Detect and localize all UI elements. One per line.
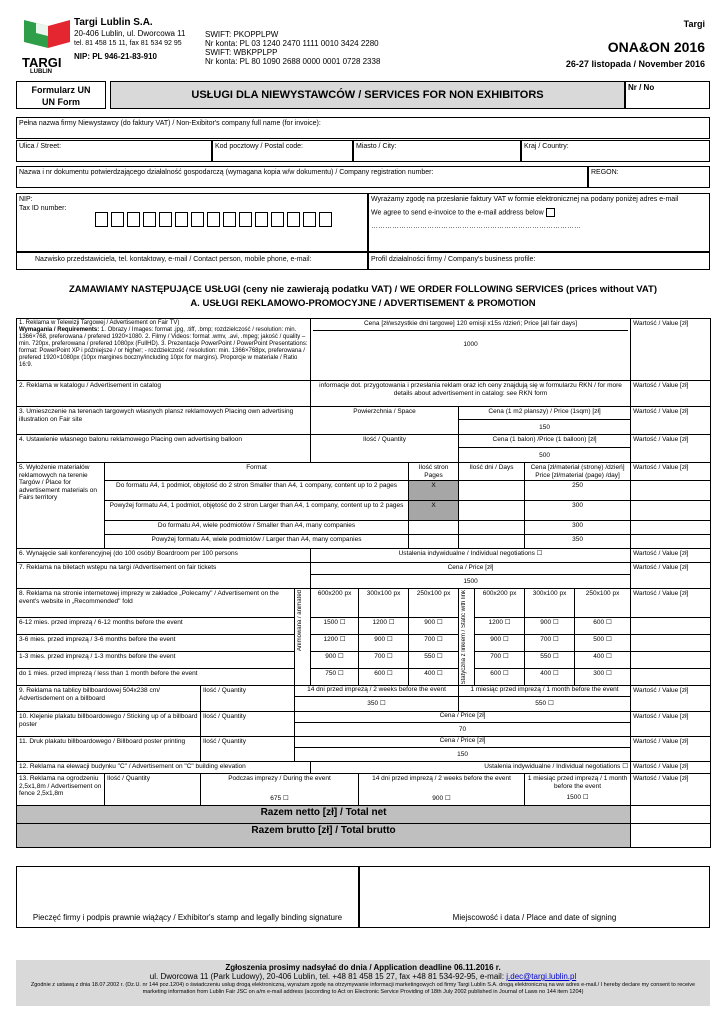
value-label: Wartość / Value [zł] xyxy=(633,738,689,746)
contact-label: Nazwisko przedstawiciela, tel. kontaktowy, e-mail / Contact person, mobile phone, e-mail: xyxy=(35,256,312,263)
fair-name: ONA&ON 2016 xyxy=(607,39,705,55)
footer-email-link[interactable]: j.dec@targi.lublin.pl xyxy=(506,972,577,981)
service-5-desc: 5. Wyłożenie materiałów reklamowych na terenie Targów / Place for advertisement materials on Fairs territory xyxy=(17,463,105,549)
service-13-option-0-price: 675 ☐ xyxy=(270,794,289,802)
service-8-period-4-s1[interactable]: 600 ☐ xyxy=(475,669,525,686)
service-6-desc: 6. Wynajęcie sali konferencyjnej (do 100 osób)/ Boardroom per 100 persons xyxy=(17,549,311,563)
stamp-signature-label: Pieczęć firmy i podpis prawnie wiążący / Exhibitor's stamp and legally binding signature xyxy=(32,913,343,922)
service-10-value[interactable] xyxy=(631,712,711,737)
profile-field[interactable] xyxy=(368,252,710,270)
service-11-desc: 11. Druk plakatu billboardowego / Billboard poster printing xyxy=(17,737,201,762)
service-3-desc: 3. Umieszczenie na terenach targowych własnych plansz reklamowych Placing own advertising illustration on Fair site xyxy=(17,407,311,435)
swift-2: SWIFT: WBKPPLPP xyxy=(205,48,278,57)
service-5-value[interactable] xyxy=(631,463,711,481)
service-5-option-3 xyxy=(17,521,711,535)
nip-label: NIP: xyxy=(19,196,33,203)
contact-field[interactable] xyxy=(16,252,368,270)
service-3-price xyxy=(459,407,631,435)
service-1-price xyxy=(311,319,631,381)
service-5-option-1-pages: X xyxy=(409,481,459,501)
service-5-option-3-price: 300 xyxy=(525,521,631,535)
service-8-period-2-s1[interactable]: 900 ☐ xyxy=(475,635,525,652)
value-label: Wartość / Value [zł] xyxy=(633,590,689,597)
service-8-period-1-s1[interactable]: 1200 ☐ xyxy=(475,617,525,634)
service-1-req-label: Wymagania / Requirements: xyxy=(19,327,100,333)
service-11-price xyxy=(295,737,631,762)
service-8-period-4-a2[interactable]: 600 ☐ xyxy=(359,669,409,686)
service-5-option-2-days[interactable] xyxy=(459,501,525,521)
service-8-period-4-s2[interactable]: 400 ☐ xyxy=(525,669,575,686)
service-8-period-4-value[interactable] xyxy=(631,669,711,686)
service-row-6 xyxy=(17,549,711,563)
form-label-en: UN Form xyxy=(42,97,80,107)
service-5-option-1-label: Do formatu A4, 1 podmiot, objętość do 2 stron Smaller than A4, 1 company, content up to 2 pages xyxy=(105,481,409,501)
service-13-qty[interactable]: Ilość / Quantity xyxy=(105,774,201,806)
service-13-desc: 13. Reklama na ogrodzeniu 2,5x1,8m / Advertisement on fence 2,5x1,8m xyxy=(17,774,105,806)
footer-deadline: Zgłoszenia prosimy nadsyłać do dnia / Application deadline 06.11.2016 r. xyxy=(225,963,501,972)
value-label: Wartość / Value [zł] xyxy=(633,464,689,471)
email-dotted-line[interactable]: ……………………………………………………………………………… xyxy=(371,223,581,231)
service-8-period-4-label: do 1 mies. przed imprezą / less than 1 month before the event xyxy=(17,669,295,686)
service-8-size-a1: 600x200 px xyxy=(311,589,359,618)
total-gross-label: Razem brutto [zł] / Total brutto xyxy=(17,824,631,848)
service-row-13 xyxy=(17,774,711,806)
consent-text: Wyrażamy zgodę na przesłanie faktury VAT w formie elektronicznej na podany poniżej adres e-mail xyxy=(371,196,679,203)
place-date-label: Miejscowość i data / Place and date of signing xyxy=(452,913,617,922)
regon-label: REGON: xyxy=(591,169,619,176)
service-4-price-value: 500 xyxy=(539,451,550,459)
value-label: Wartość / Value [zł] xyxy=(633,775,689,783)
service-10-desc: 10. Klejenie plakatu billboardowego / Sticking up of a billboard poster xyxy=(17,712,201,737)
service-12-desc: 12. Reklama na elewacji budynku "C" / Advertisement on "C" building elevation xyxy=(17,762,311,774)
swift-1: SWIFT: PKOPPLPW xyxy=(205,30,279,39)
service-row-11 xyxy=(17,737,711,762)
service-5-format-header: Format xyxy=(105,463,409,481)
service-4-desc: 4. Ustawienie własnego balonu reklamowego Placing own advertising balloon xyxy=(17,435,311,463)
service-11-price-label: Cena / Price [zł] xyxy=(295,737,630,748)
service-11-qty[interactable]: Ilość / Quantity xyxy=(201,737,295,762)
service-5-days-header: Ilość dni / Days xyxy=(459,463,525,481)
company-block xyxy=(74,17,214,63)
service-4-value[interactable] xyxy=(631,435,711,463)
service-1-price-label: Cena [zł/wszystkie dni targowe] 120 emisji x15s /dzień; Price [all fair days] xyxy=(313,320,628,331)
service-2-desc: 2. Reklama w katalogu / Advertisement in catalog xyxy=(17,381,311,407)
service-1-price-value: 1000 xyxy=(463,340,478,348)
service-8-period-3-a2[interactable]: 700 ☐ xyxy=(359,652,409,669)
nip-boxes[interactable] xyxy=(95,212,335,230)
service-5-option-4-label: Powyżej formatu A4, wiele podmiotów / Larger than A4, many companies xyxy=(105,535,409,549)
service-9-option-2-price: 550 ☐ xyxy=(535,699,554,707)
value-label: Wartość / Value [zł] xyxy=(633,408,689,415)
service-2-info: informacje dot. przygotowania i przesłania reklam oraz ich ceny znajdują się w formularzu RKN / for more details about advertisement in catalog: see RKN form xyxy=(311,381,631,407)
city-field[interactable] xyxy=(353,140,521,162)
service-4-price-label: Cena (1 balon) /Price (1 balloon) [zł] xyxy=(459,436,630,448)
service-1-title: 1. Reklama w Telewizji Targowej / Advertisement on Fair TV) xyxy=(19,320,180,326)
service-2-value[interactable] xyxy=(631,381,711,407)
service-8-period-2-s3[interactable]: 500 ☐ xyxy=(575,635,631,652)
service-4-price xyxy=(459,435,631,463)
street-field[interactable] xyxy=(16,140,212,162)
service-row-9 xyxy=(17,686,711,712)
form-number-box[interactable] xyxy=(625,81,710,109)
service-8-period-3-s3[interactable]: 400 ☐ xyxy=(575,652,631,669)
consent-text-en: We agree to send e-invoice to the e-mail address below xyxy=(371,209,544,217)
service-13-option-2-price: 1500 ☐ xyxy=(566,794,589,802)
city-label: Miasto / City: xyxy=(356,143,397,150)
service-8-period-1-value[interactable] xyxy=(631,617,711,634)
service-8-period-3 xyxy=(17,652,711,669)
service-row-8 xyxy=(17,589,711,618)
profile-label: Profil działalności firmy / Company's business profile: xyxy=(371,256,536,263)
service-8-size-a2: 300x100 px xyxy=(359,589,409,618)
service-8-static xyxy=(459,589,475,686)
service-7-value[interactable] xyxy=(631,563,711,589)
service-8-size-s1: 600x200 px xyxy=(475,589,525,618)
logo-flag-icon xyxy=(22,18,72,52)
service-8-period-1-s2[interactable]: 900 ☐ xyxy=(525,617,575,634)
value-label: Wartość / Value [zł] xyxy=(633,436,689,443)
service-1-req: 1. Obrazy / Images: format .jpg, .tiff, .bmp; rozdzielczość / resolution: min. 1366×768, preferowana / prefered 1920×1080. 2. Filmy / Videos: format .wmv, .avi, .mpeg; jakość / quality – min. 720px, preferowana / prefered 1080px (FullHD). 3. Prezentacje PowerPoint / PowerPoint Presentations: format: PowerPoint XP i późniejsze / or higher; - rozdzielczość / resolution: min. 1366×768px, preferowana / prefered 1920×1080px (10px margines boczny/including 10px for margins). Proporcje w materiale / Ratio 16:9. xyxy=(19,327,308,368)
service-8-period-4-s3[interactable]: 300 ☐ xyxy=(575,669,631,686)
service-5-option-2-price: 300 xyxy=(525,501,631,521)
service-5-option-1-value[interactable] xyxy=(631,481,711,501)
service-8-period-2-label: 3-6 mies. przed imprezą / 3-6 months before the event xyxy=(17,635,295,652)
service-8-size-a3: 250x100 px xyxy=(409,589,459,618)
service-3-price-label: Cena (1 m2 planszy) / Price (1sqm) [zł] xyxy=(459,408,630,420)
service-8-animated xyxy=(295,589,311,686)
value-label: Wartość / Value [zł] xyxy=(633,713,689,721)
service-8-period-3-s2[interactable]: 550 ☐ xyxy=(525,652,575,669)
value-label: Wartość / Value [zł] xyxy=(633,320,689,327)
consent-checkbox[interactable] xyxy=(546,208,555,217)
service-7-price xyxy=(311,563,631,589)
regon-field[interactable] xyxy=(588,166,710,188)
service-5-option-2-label: Powyżej formatu A4, 1 podmiot, objętość do 2 stron Larger than A4, 1 company, content up to 2 pages xyxy=(105,501,409,521)
service-1-desc xyxy=(17,319,311,381)
service-10-price xyxy=(295,712,631,737)
registration-label: Nazwa i nr dokumentu potwierdzającego działalność gospodarczą (wymagana kopia w/w dokumentu) / Company registration number: xyxy=(19,169,434,176)
service-7-price-label: Cena / Price [zł] xyxy=(311,564,630,575)
service-9-option-2[interactable] xyxy=(459,686,631,712)
service-9-option-1-price: 350 ☐ xyxy=(367,699,386,707)
service-8-period-2 xyxy=(17,635,711,652)
service-5-option-4-days[interactable] xyxy=(459,535,525,549)
service-5-option-3-days[interactable] xyxy=(459,521,525,535)
service-5-option-4-price: 350 xyxy=(525,535,631,549)
services-table xyxy=(16,318,711,848)
service-12-price[interactable]: Ustalenia indywidualne / Individual negotiations ☐ xyxy=(311,762,631,774)
street-label: Ulica / Street: xyxy=(19,143,62,150)
service-8-period-2-a2[interactable]: 900 ☐ xyxy=(359,635,409,652)
service-8-period-3-s1[interactable]: 700 ☐ xyxy=(475,652,525,669)
service-5-option-3-pages[interactable] xyxy=(409,521,459,535)
service-5-option-3-label: Do formatu A4, wiele podmiotów / Smaller than A4, many companies xyxy=(105,521,409,535)
service-row-4 xyxy=(17,435,711,463)
service-11-price-value: 150 xyxy=(457,750,468,758)
service-9-option-2-label: 1 miesiąc przed imprezą / 1 month before the event xyxy=(459,686,630,697)
postal-field[interactable] xyxy=(212,140,353,162)
company-phone: tel. 81 458 15 11, fax 81 534 92 95 xyxy=(74,40,182,47)
service-13-value[interactable] xyxy=(631,774,711,806)
service-5-option-1-days[interactable] xyxy=(459,481,525,501)
service-9-value[interactable] xyxy=(631,686,711,712)
service-8-desc: 8. Reklama na stronie internetowej imprezy w zakładce „Polecamy" / Advertisement on the event's website in „Recommended" fold xyxy=(17,589,295,618)
service-5-pages-header: Ilość stron Pages xyxy=(409,463,459,481)
service-11-value[interactable] xyxy=(631,737,711,762)
service-8-size-s2: 300x100 px xyxy=(525,589,575,618)
service-3-price-value: 150 xyxy=(539,423,550,431)
service-8-period-2-s2[interactable]: 700 ☐ xyxy=(525,635,575,652)
service-5-option-1-price: 250 xyxy=(525,481,631,501)
service-8-period-3-a1[interactable]: 900 ☐ xyxy=(311,652,359,669)
service-8-period-1-a3[interactable]: 900 ☐ xyxy=(409,617,459,634)
service-13-option-0[interactable] xyxy=(201,774,359,806)
footer-address: ul. Dworcowa 11 (Park Ludowy), 20-406 Lublin, tel. +48 81 458 15 27, fax +48 81 534-92-95, e-mail: xyxy=(149,972,507,981)
total-net-value[interactable] xyxy=(631,806,711,824)
service-9-option-1-label: 14 dni przed imprezą / 2 weeks before the event xyxy=(295,686,458,697)
service-9-desc: 9. Reklama na tablicy billboardowej 504x238 cm/ Advertisdement on a billboard xyxy=(17,686,201,712)
order-subheading: A. USŁUGI REKLAMOWO-PROMOCYJNE / ADVERTISEMENT & PROMOTION xyxy=(190,298,536,309)
company-name-field[interactable] xyxy=(16,117,710,139)
service-1-value[interactable] xyxy=(631,319,711,381)
service-5-option-4 xyxy=(17,535,711,549)
company-name-label: Pełna nazwa firmy Niewystawcy (do faktury VAT) / Non-Exibitor's company full name (for invoice): xyxy=(19,120,321,127)
logo-text: TARGI xyxy=(22,55,62,70)
service-5-option-3-value[interactable] xyxy=(631,521,711,535)
order-heading: ZAMAWIAMY NASTĘPUJĄCE USŁUGI (ceny nie zawierają podatku VAT) / WE ORDER FOLLOWING SERVICES (prices without VAT) xyxy=(69,284,657,295)
service-13-option-1[interactable] xyxy=(359,774,525,806)
service-8-period-1-a2[interactable]: 1200 ☐ xyxy=(359,617,409,634)
einvoice-consent[interactable] xyxy=(368,193,710,252)
footer xyxy=(16,960,710,1006)
service-row-12 xyxy=(17,762,711,774)
total-gross-value[interactable] xyxy=(631,824,711,848)
account-2: Nr konta: PL 80 1090 2688 0000 0001 0728 2338 xyxy=(205,57,381,66)
service-8-period-4-a3[interactable]: 400 ☐ xyxy=(409,669,459,686)
value-label: Wartość / Value [zł] xyxy=(633,763,689,771)
logo-subtext: LUBLIN xyxy=(30,69,52,75)
value-label: Wartość / Value [zł] xyxy=(633,550,689,557)
service-8-period-2-value[interactable] xyxy=(631,635,711,652)
service-8-period-3-a3[interactable]: 550 ☐ xyxy=(409,652,459,669)
service-8-period-2-a3[interactable]: 700 ☐ xyxy=(409,635,459,652)
service-8-animated-label: Animowana / animated xyxy=(297,590,303,652)
service-4-qty[interactable]: Ilość / Quantity xyxy=(311,435,459,463)
fair-label: Targi xyxy=(683,19,705,29)
service-row-10 xyxy=(17,712,711,737)
logo xyxy=(22,18,72,75)
bank-block xyxy=(205,30,425,66)
service-8-period-1 xyxy=(17,617,711,634)
service-10-price-value: 70 xyxy=(458,725,467,733)
service-8-period-1-s3[interactable]: 600 ☐ xyxy=(575,617,631,634)
service-8-period-1-label: 6-12 mies. przed imprezą / 6-12 months before the event xyxy=(17,617,295,634)
value-label: Wartość / Value [zł] xyxy=(633,687,689,695)
form-label-box xyxy=(16,81,106,109)
service-5-option-2-value[interactable] xyxy=(631,501,711,521)
service-8-value[interactable] xyxy=(631,589,711,618)
service-row-7 xyxy=(17,563,711,589)
service-12-value[interactable] xyxy=(631,762,711,774)
service-8-period-3-label: 1-3 mies. przed imprezą / 1-3 months before the event xyxy=(17,652,295,669)
company-nip: NIP: PL 946-21-83-910 xyxy=(74,52,158,61)
total-net-label: Razem netto [zł] / Total net xyxy=(17,806,631,824)
company-address: 20-406 Lublin, ul. Dworcowa 11 xyxy=(74,29,186,38)
service-3-value[interactable] xyxy=(631,407,711,435)
service-8-size-s3: 250x100 px xyxy=(575,589,631,618)
tax-id-label: Tax ID number: xyxy=(19,205,67,212)
value-label: Wartość / Value [zł] xyxy=(633,382,689,389)
service-row-1 xyxy=(17,319,711,381)
service-13-option-0-label: Podczas imprezy / During the event xyxy=(228,775,331,783)
service-7-price-value: 1500 xyxy=(463,577,478,585)
total-net-row xyxy=(17,806,711,824)
service-13-option-1-label: 14 dni przed imprezą / 2 weeks before the event xyxy=(372,775,511,783)
service-5-option-2 xyxy=(17,501,711,521)
service-8-period-2-a1[interactable]: 1200 ☐ xyxy=(311,635,359,652)
service-13-option-1-price: 900 ☐ xyxy=(432,794,451,802)
service-5-option-2-pages: X xyxy=(409,501,459,521)
service-row-5 xyxy=(17,463,711,481)
service-8-period-1-a1[interactable]: 1500 ☐ xyxy=(311,617,359,634)
service-5-option-4-pages[interactable] xyxy=(409,535,459,549)
fair-date: 26-27 listopada / November 2016 xyxy=(565,59,705,69)
form-number-label: Nr / No xyxy=(628,83,655,92)
registration-field[interactable] xyxy=(16,166,588,188)
postal-label: Kod pocztowy / Postal code: xyxy=(215,143,303,150)
service-13-option-2[interactable] xyxy=(525,774,631,806)
total-gross-row xyxy=(17,824,711,848)
service-9-qty[interactable]: Ilość / Quantity xyxy=(201,686,295,712)
service-3-space[interactable]: Powierzchnia / Space xyxy=(311,407,459,435)
service-8-static-label: Statyczna z linkiem / Static with link xyxy=(461,590,468,685)
company-name: Targi Lublin S.A. xyxy=(74,17,153,28)
service-10-price-label: Cena / Price [zł] xyxy=(295,712,630,723)
country-label: Kraj / Country: xyxy=(524,143,569,150)
service-8-period-4-a1[interactable]: 750 ☐ xyxy=(311,669,359,686)
service-6-value[interactable] xyxy=(631,549,711,563)
form-title-text: USŁUGI DLA NIEWYSTAWCÓW / SERVICES FOR NON EXHIBITORS xyxy=(191,89,544,101)
service-row-3 xyxy=(17,407,711,435)
form-label-pl: Formularz UN xyxy=(31,85,91,95)
service-row-2 xyxy=(17,381,711,407)
service-6-price[interactable]: Ustalenia indywidualne / Individual negotiations ☐ xyxy=(311,549,631,563)
fair-block xyxy=(505,19,705,69)
service-9-option-1[interactable] xyxy=(295,686,459,712)
service-10-qty[interactable]: Ilość / Quantity xyxy=(201,712,295,737)
account-1: Nr konta: PL 03 1240 2470 1111 0010 3424 2280 xyxy=(205,39,379,48)
service-7-desc: 7. Reklama na biletach wstępu na targi /Advertisement on fair tickets xyxy=(17,563,311,589)
value-label: Wartość / Value [zł] xyxy=(633,564,689,571)
service-5-option-1 xyxy=(17,481,711,501)
service-8-period-4 xyxy=(17,669,711,686)
form-title xyxy=(110,81,625,109)
nip-field[interactable] xyxy=(16,193,368,252)
service-8-period-3-value[interactable] xyxy=(631,652,711,669)
service-13-option-2-label: 1 miesiąc przed imprezą / 1 month before the event xyxy=(527,775,628,790)
country-field[interactable] xyxy=(521,140,710,162)
service-5-price-header: Cena [zł/materiał (stronę) /dzień] Price [zł/material (page) /day] xyxy=(525,463,631,481)
service-5-option-4-value[interactable] xyxy=(631,535,711,549)
footer-legal: Zgodnie z ustawą z dnia 18.07.2002 r. (Dz.U. nr 144 poz.1204) o świadczeniu usług drogą elektroniczną, wyrażam zgodę na otrzymywanie informacji marketingowych od firmy Targi Lublin S.A. drogą elektroniczną na ww adres e-mail./ I hereby declare my consent to receive marketing information from Lublin Fair JSC on a/m e-mail address (according to Act on Electronic Service Providing of 18th July 2002 published in Journal of Laws no 144 item 1204) xyxy=(30,982,696,995)
